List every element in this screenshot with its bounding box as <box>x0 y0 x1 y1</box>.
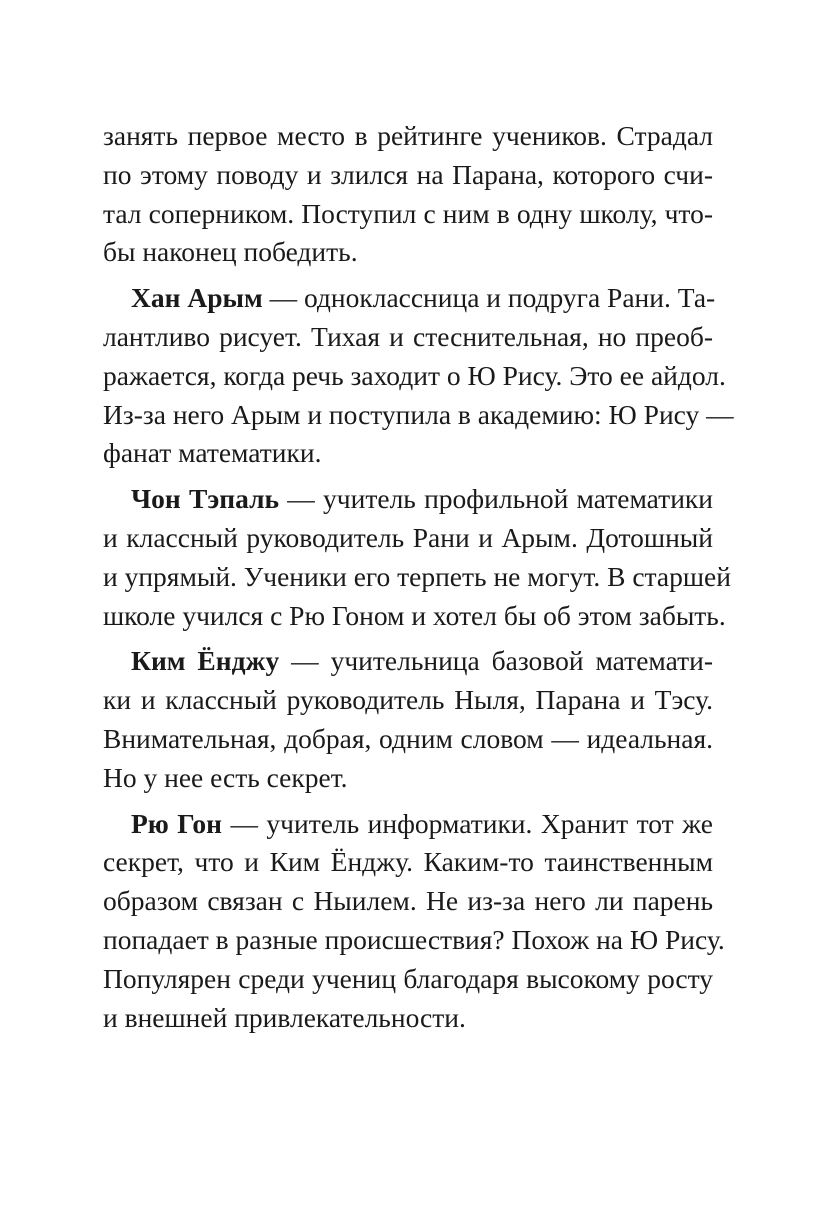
text-line: ки и классный руководитель Ныля, Парана и Тэсу. <box>103 684 713 716</box>
character-entry-ryu-gon <box>103 805 725 1038</box>
character-name: Хан Арым <box>131 282 263 314</box>
text-line: школе учился с Рю Гоном и хотел бы об этом забыть. <box>103 599 726 631</box>
text-line <box>103 279 716 318</box>
text-line <box>103 805 713 844</box>
character-entry-kim-yonju <box>103 642 713 797</box>
text-line: лантливо рисует. Тихая и стеснительная, но преоб- <box>103 320 713 352</box>
text-line <box>103 642 713 681</box>
character-entry-han-arym <box>103 279 734 473</box>
text-line: занять первое место в рейтинге учеников. Страдал <box>103 120 713 151</box>
text-line: образом связан с Ныилем. Не из-за него ли парень <box>103 885 713 917</box>
text-line: и упрямый. Ученики его терпеть не могут. В старшей <box>103 560 731 592</box>
character-name: Рю Гон <box>131 807 222 839</box>
text-line: ражается, когда речь заходит о Ю Рису. Это ее айдол. <box>103 359 726 391</box>
book-page <box>103 117 734 1037</box>
text-line: и внешней привлекательности. <box>103 1001 466 1033</box>
character-description: — учитель профильной математики <box>279 483 713 515</box>
paragraph-continuation <box>103 117 713 272</box>
character-name: Ким Ёнджу <box>131 645 280 677</box>
character-description: — одноклассница и подруга Рани. Та- <box>262 282 716 314</box>
text-line: тал соперником. Поступил с ним в одну школу, что- <box>103 197 713 229</box>
text-line: по этому поводу и злился на Парана, которого счи- <box>103 158 713 190</box>
character-entry-chon-tepal <box>103 480 731 635</box>
text-line: Внимательная, добрая, одним словом — идеальная. <box>103 722 713 754</box>
text-line: и классный руководитель Рани и Арым. Дотошный <box>103 521 713 553</box>
text-line: попадает в разные происшествия? Похож на Ю Рису. <box>103 923 725 955</box>
text-line: бы наконец победить. <box>103 236 358 268</box>
text-line: Но у нее есть секрет. <box>103 761 348 793</box>
text-line <box>103 480 713 519</box>
text-line: Из-за него Арым и поступила в академию: Ю Рису — <box>103 398 734 430</box>
text-line: секрет, что и Ким Ёнджу. Каким-то таинственным <box>103 846 713 878</box>
text-line: Популярен среди учениц благодаря высокому росту <box>103 962 713 994</box>
text-line: фанат математики. <box>103 437 322 469</box>
character-name: Чон Тэпаль <box>131 483 280 515</box>
character-description: — учительница базовой математи- <box>279 645 713 677</box>
character-description: — учитель информатики. Хранит тот же <box>221 807 713 839</box>
